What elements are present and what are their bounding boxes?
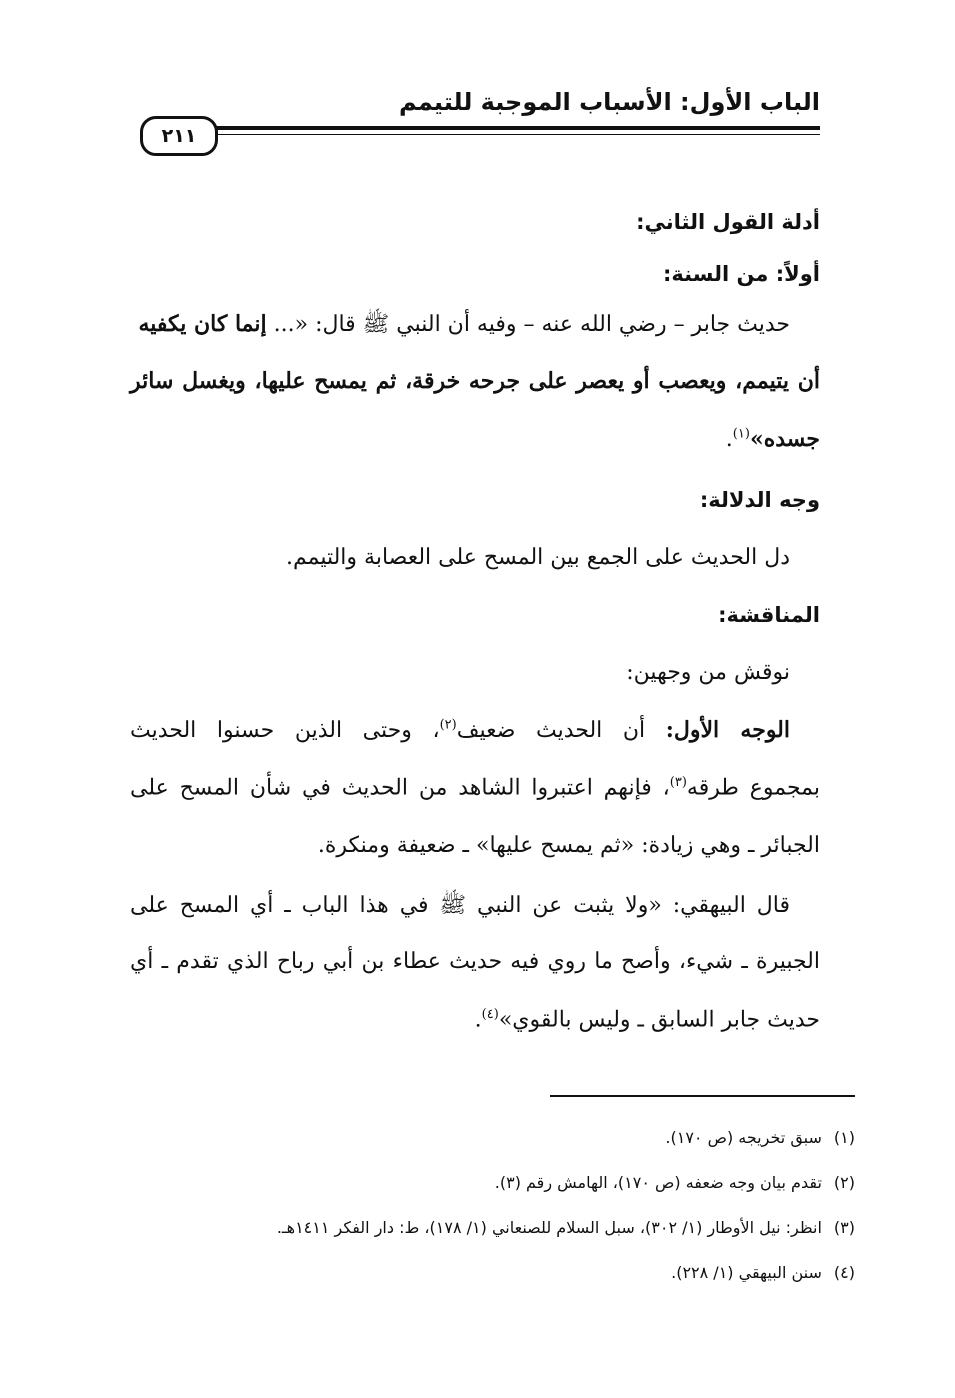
footnote-2-number: (٢) <box>833 1173 855 1192</box>
hadith-line-3-text: جسده» <box>749 426 820 452</box>
footnote-3-number: (٣) <box>833 1218 855 1237</box>
footnote-2 <box>495 1173 855 1192</box>
hadith-line-1-text: حديث جابر – رضي الله عنه – وفيه أن النبي ﷺ قال: «... <box>266 312 790 337</box>
footnote-ref-3: (٣) <box>669 775 687 790</box>
footnote-ref-1: (١) <box>732 426 750 442</box>
footnote-3-text: انظر: نيل الأوطار (١/ ٣٠٢)، سبل السلام للصنعاني (١/ ١٧٨)، ط: دار الفكر ١٤١١هـ. <box>276 1218 822 1237</box>
first-aspect-line-3: الجبائر ـ وهي زيادة: «ثم يمسح عليها» ـ ضعيفة ومنكرة. <box>317 833 820 858</box>
munaqasha-intro <box>626 660 820 685</box>
first-aspect-line-1 <box>130 717 820 743</box>
footnote-4-number: (٤) <box>833 1263 855 1282</box>
bayhaqi-line-3-end: . <box>474 1007 482 1033</box>
bayhaqi-line-1-text: قال البيهقي: «ولا يثبت عن النبي ﷺ في هذا الباب ـ أي المسح على <box>130 893 790 918</box>
bayhaqi-line-1 <box>130 891 820 923</box>
hadith-line-2: أن يتيمم، ويعصب أو يعصر على جرحه خرقة، ثم يمسح عليها، ويغسل سائر <box>130 368 820 394</box>
bayhaqi-line-2: الجبيرة ـ شيء، وأصح ما روي فيه حديث عطاء بن أبي رباح الذي تقدم ـ أي <box>130 949 820 974</box>
first-aspect-label: الوجه الأول: <box>665 717 790 743</box>
footnote-1-number: (١) <box>833 1128 855 1147</box>
bayhaqi-line-3-text: حديث جابر السابق ـ وليس بالقوي» <box>498 1007 820 1033</box>
hadith-line-1-bold: إنما كان يكفيه <box>138 311 267 337</box>
first-aspect-l1a: أن الحديث ضعيف <box>456 718 666 743</box>
dalala-heading: وجه الدلالة: <box>699 488 820 512</box>
first-aspect-l1b: ، وحتى الذين حسنوا الحديث <box>130 718 440 743</box>
footnote-ref-2: (٢) <box>439 717 457 733</box>
footnote-3 <box>277 1218 855 1237</box>
footnote-1 <box>665 1128 855 1147</box>
footnote-4 <box>671 1263 855 1282</box>
footnote-ref-4: (٤) <box>481 1007 499 1022</box>
munaqasha-heading: المناقشة: <box>718 603 820 627</box>
footnote-separator <box>550 1095 855 1097</box>
first-aspect-l2a: بمجموع طرقه <box>686 775 820 801</box>
dalala-text <box>286 545 820 570</box>
footnote-4-text: سنن البيهقي (١/ ٢٢٨). <box>671 1263 822 1282</box>
footnote-2-text: تقدم بيان وجه ضعفه (ص ١٧٠)، الهامش رقم (٣). <box>494 1173 822 1192</box>
header-rule <box>205 126 820 130</box>
sunnah-heading: أولاً: من السنة: <box>663 262 820 286</box>
hadith-line-3-end: . <box>725 427 733 452</box>
header-rule-thin <box>205 134 820 135</box>
second-opinion-heading: أدلة القول الثاني: <box>636 210 820 234</box>
hadith-line-1 <box>130 310 820 342</box>
munaqasha-intro-span: نوقش من وجهين: <box>626 660 790 685</box>
first-aspect-l2b: ، فإنهم اعتبروا الشاهد من الحديث في شأن المسح على <box>130 775 670 801</box>
footnote-1-text: سبق تخريجه (ص ١٧٠). <box>665 1128 822 1147</box>
bayhaqi-line-3 <box>475 1007 820 1032</box>
chapter-title: الباب الأول: الأسباب الموجبة للتيمم <box>399 88 820 116</box>
first-aspect-line-2 <box>130 775 820 800</box>
dalala-text-span: دل الحديث على الجمع بين المسح على العصابة والتيمم. <box>285 545 790 570</box>
page-number: ٢١١ <box>140 116 218 156</box>
hadith-line-3 <box>726 426 820 452</box>
